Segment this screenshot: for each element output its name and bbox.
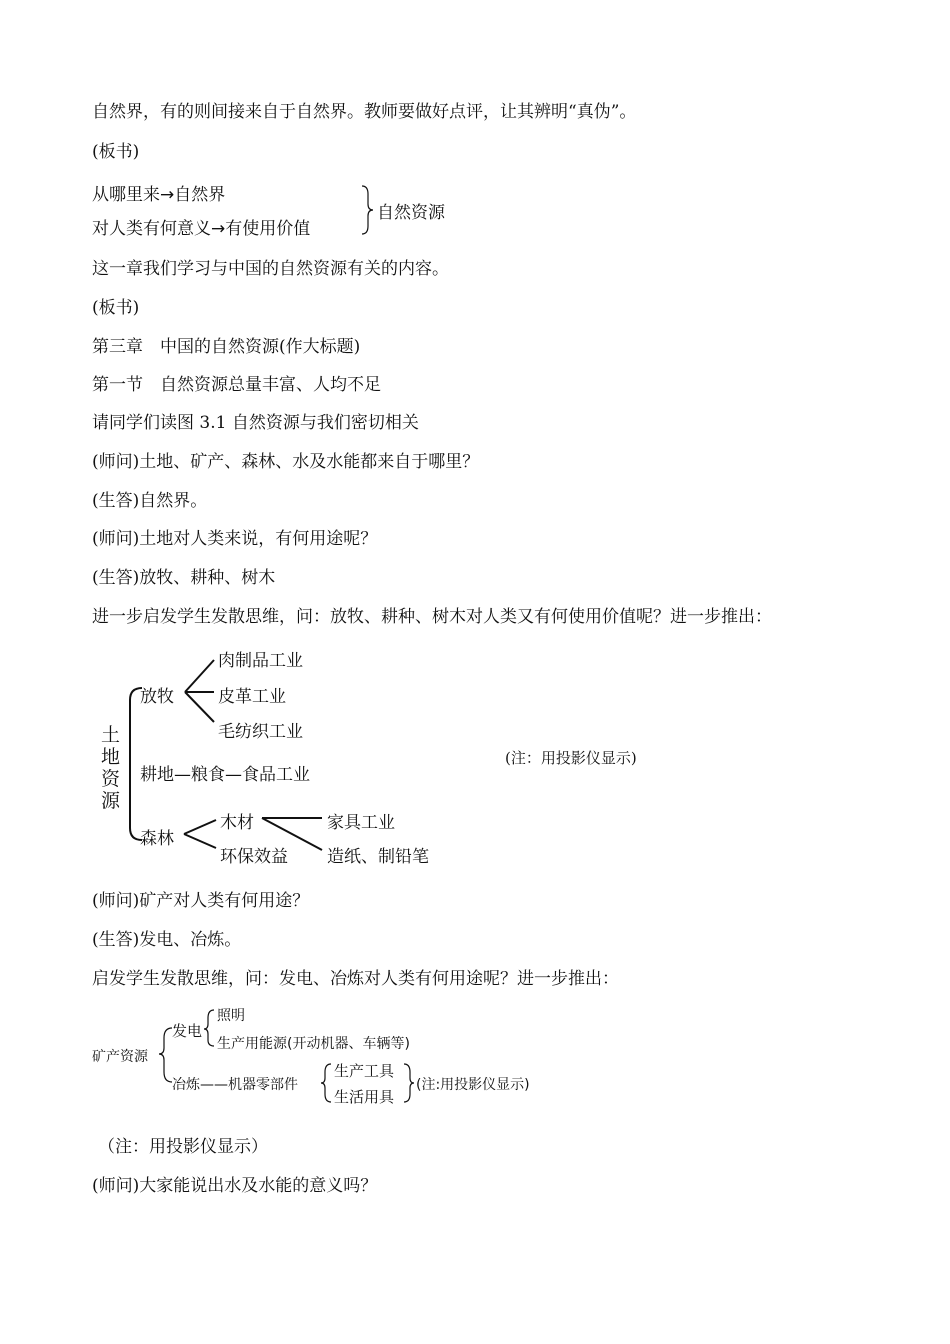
teacher-question: (师问)矿产对人类有何用途？: [92, 891, 310, 911]
teacher-question: (师问)土地、矿产、森林、水及水能都来自于哪里？: [92, 452, 480, 472]
meat-industry-label: 肉制品工业: [218, 651, 303, 671]
paragraph-line: 自然界，有的则间接来自于自然界。教师要做好点评，让其辨明“真伪”。: [92, 102, 637, 122]
board-row-2-left: 对人类有何意义: [92, 219, 211, 239]
smelting-chain-label: 冶炼——机器零部件: [172, 1077, 298, 1093]
board-row-2-right: 有使用价值: [225, 219, 311, 239]
power-label: 发电: [172, 1022, 203, 1040]
projector-note: (注：用投影仪显示): [505, 749, 637, 767]
living-tools-label: 生活用具: [334, 1088, 395, 1106]
mineral-projector-note: (注:用投影仪显示): [416, 1077, 530, 1093]
paper-pencil-label: 造纸、制铅笔: [327, 847, 429, 867]
eco-benefit-label: 环保效益: [220, 847, 288, 867]
farmland-chain-label: 耕地—粮食—食品工业: [140, 765, 310, 785]
student-answer: (生答)放牧、耕种、树木: [92, 568, 276, 588]
projector-note-line: （注：用投影仪显示）: [98, 1137, 268, 1157]
teacher-question: (师问)土地对人类来说，有何用途呢？: [92, 529, 378, 549]
arrow-right-icon: →: [160, 185, 175, 205]
board-row-1-right: 自然界: [174, 185, 226, 205]
board-label: (板书): [92, 142, 140, 162]
student-answer: (生答)自然界。: [92, 491, 208, 511]
grazing-label: 放牧: [140, 687, 174, 707]
paragraph-line: 这一章我们学习与中国的自然资源有关的内容。: [92, 259, 449, 279]
board-result: 自然资源: [377, 203, 445, 223]
teacher-question: (师问)大家能说出水及水能的意义吗？: [92, 1176, 378, 1196]
student-answer: (生答)发电、冶炼。: [92, 930, 242, 950]
paragraph-line: 请同学们读图 3.1 自然资源与我们密切相关: [92, 413, 419, 433]
mineral-root-label: 矿产资源: [92, 1049, 148, 1065]
chapter-title: 第三章 中国的自然资源(作大标题): [92, 337, 361, 357]
paragraph-line: 进一步启发学生发散思维，问：放牧、耕种、树木对人类又有何使用价值呢？进一步推出：: [92, 607, 772, 627]
board-row-1-left: 从哪里来: [92, 185, 160, 205]
production-energy-label: 生产用能源(开动机器、车辆等): [217, 1036, 410, 1052]
board-label: (板书): [92, 298, 140, 318]
lighting-label: 照明: [217, 1008, 245, 1024]
timber-label: 木材: [220, 813, 254, 833]
forest-label: 森林: [140, 829, 174, 849]
wool-industry-label: 毛纺织工业: [218, 722, 303, 742]
arrow-right-icon: →: [211, 219, 226, 239]
leather-industry-label: 皮革工业: [218, 687, 286, 707]
furniture-industry-label: 家具工业: [327, 813, 395, 833]
land-root-label: 土地资源: [101, 724, 121, 812]
section-title: 第一节 自然资源总量丰富、人均不足: [92, 375, 381, 395]
paragraph-line: 启发学生发散思维，问：发电、冶炼对人类有何用途呢？进一步推出：: [92, 969, 619, 989]
production-tools-label: 生产工具: [334, 1062, 395, 1080]
